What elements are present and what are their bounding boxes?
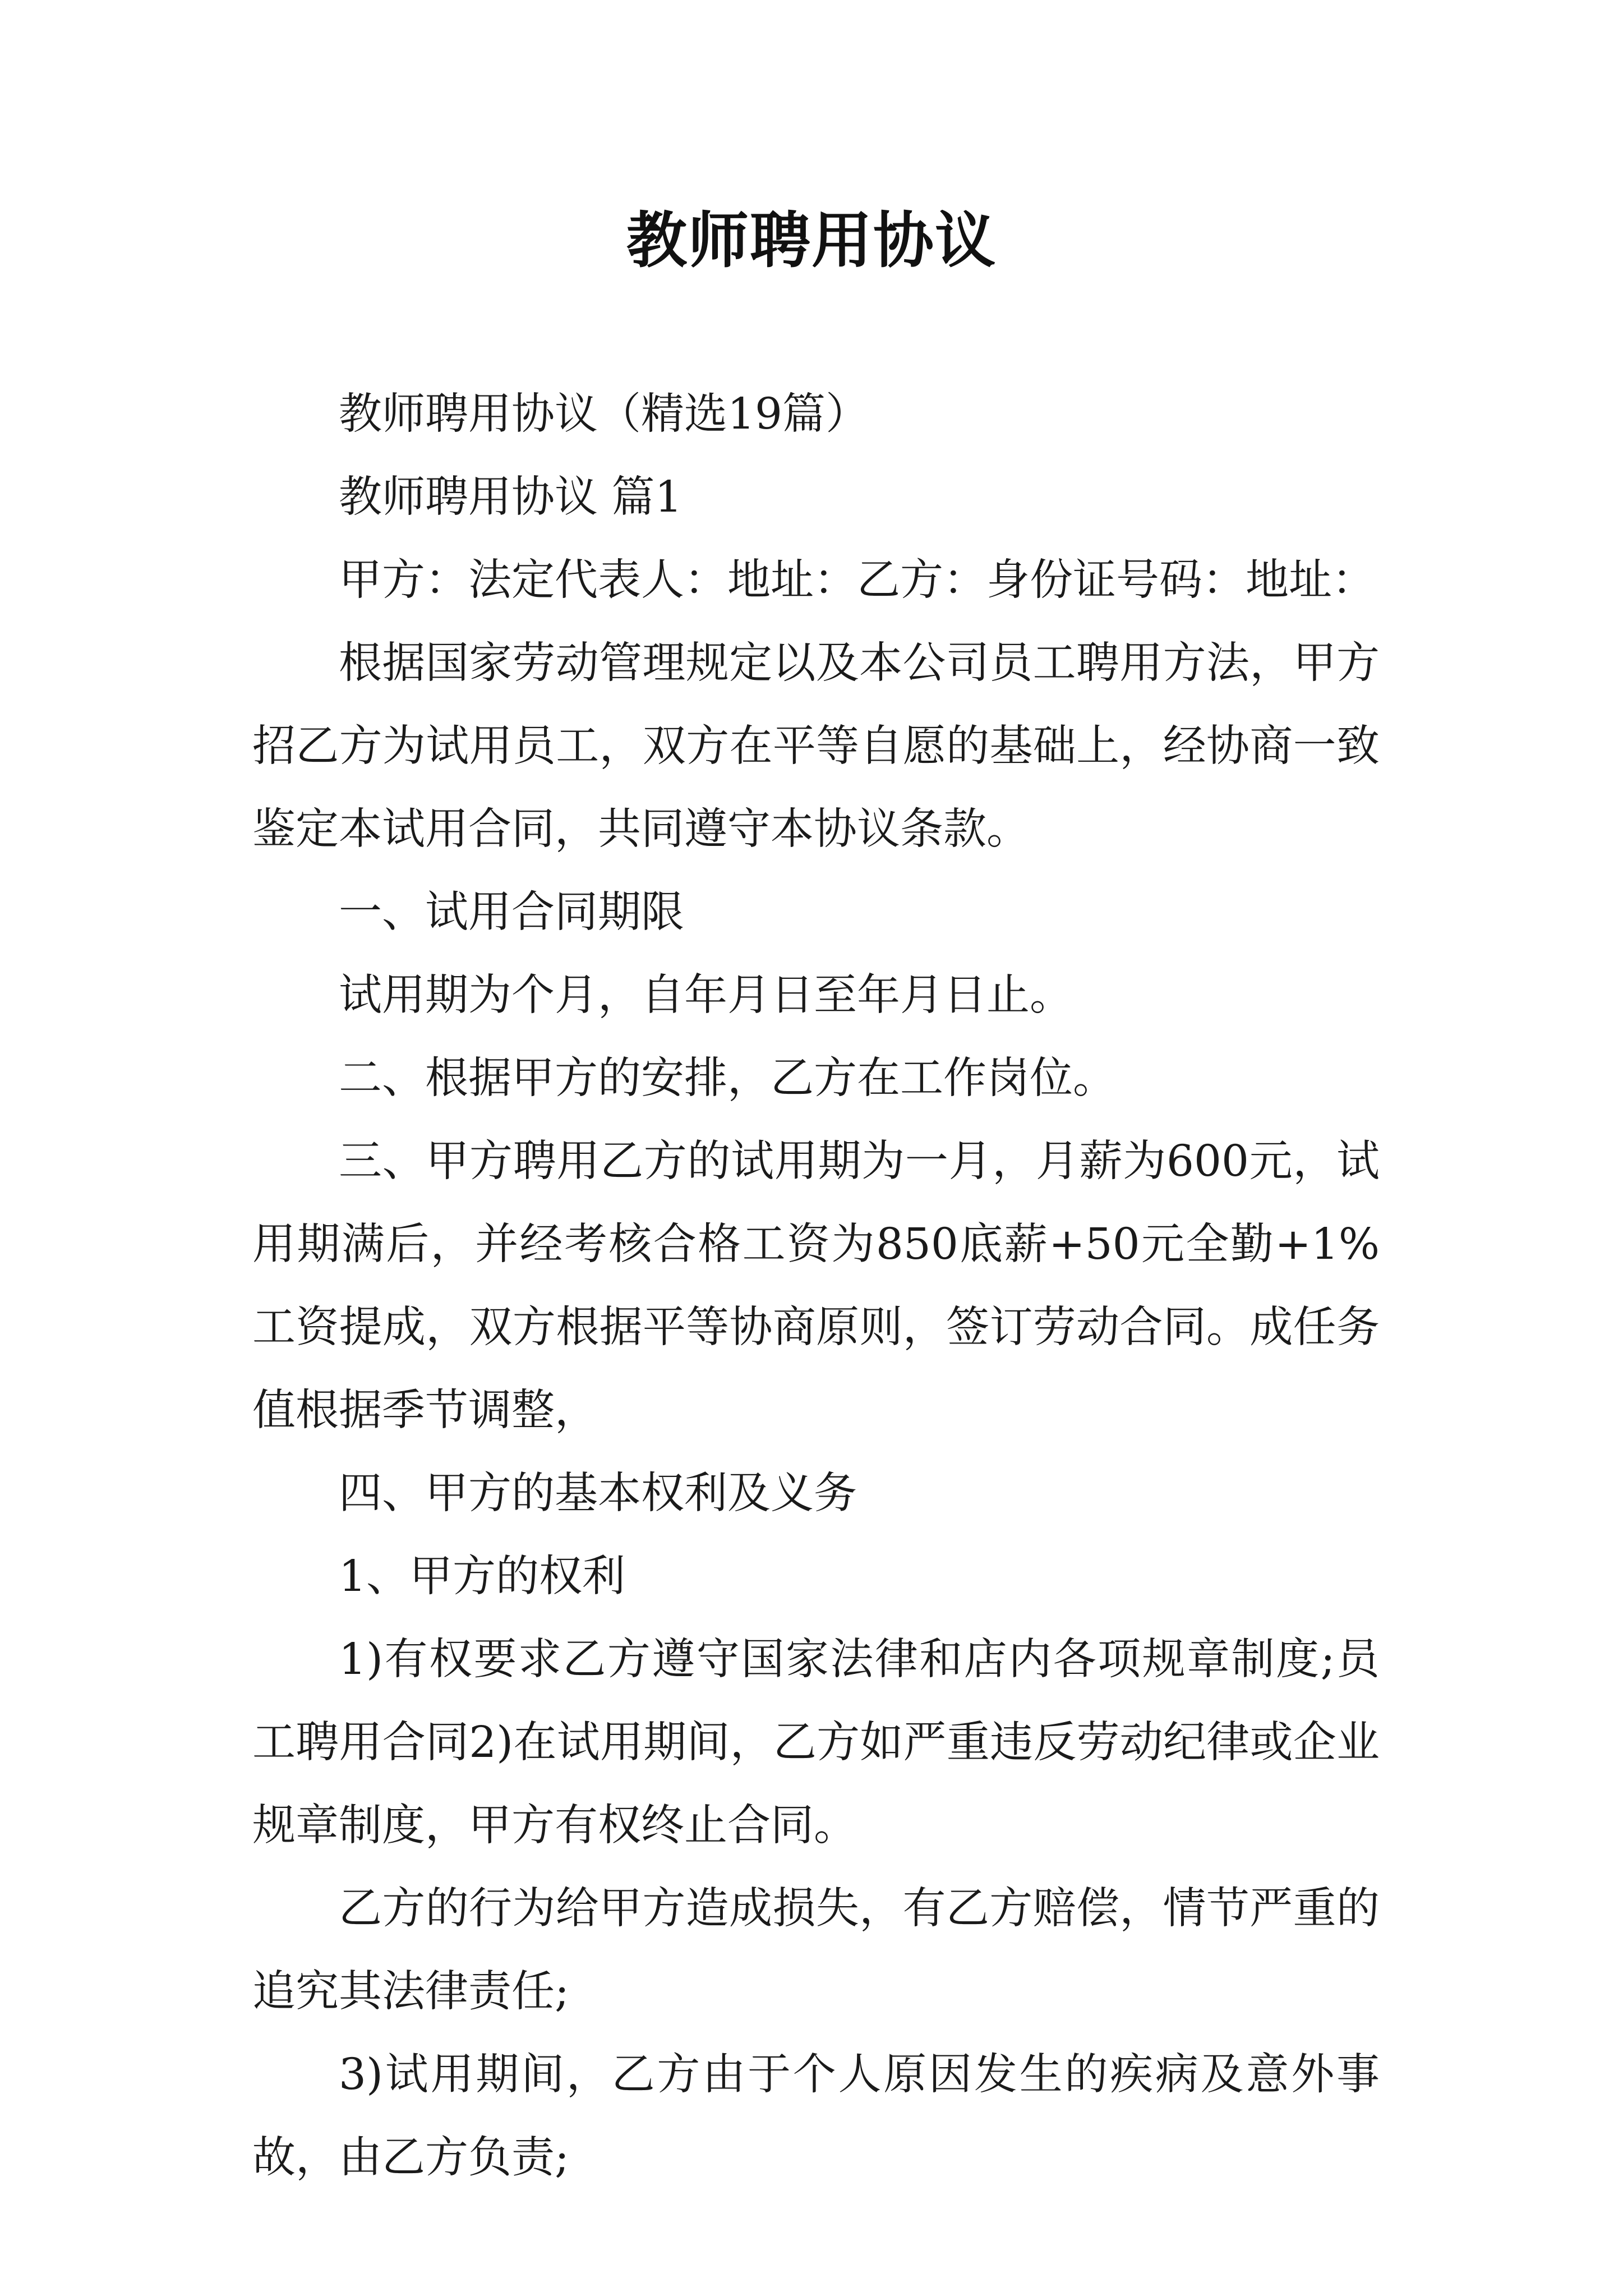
document-title: 教师聘用协议 xyxy=(626,206,997,276)
paragraph-subtitle: 教师聘用协议（精选19篇） xyxy=(339,389,869,439)
paragraph-clause-1-heading: 一、试用合同期限 xyxy=(339,887,684,937)
paragraph-compensation: 乙方的行为给甲方造成损失，有乙方赔偿，情节严重的追究其法律责任; xyxy=(252,1884,1380,2017)
paragraph-clause-4-heading: 四、甲方的基本权利及义务 xyxy=(339,1469,857,1519)
document-body xyxy=(252,373,1380,2200)
paragraph-parties: 甲方：法定代表人：地址：乙方：身份证号码：地址： xyxy=(339,555,1375,605)
paragraph-party-a-rights-heading: 1、甲方的权利 xyxy=(339,1552,625,1602)
paragraph-probation-period: 试用期为个月，自年月日至年月日止。 xyxy=(339,970,1073,1020)
paragraph-section-heading: 教师聘用协议 篇1 xyxy=(339,472,683,522)
paragraph-right-3: 3)试用期间，乙方由于个人原因发生的疾病及意外事故，由乙方负责; xyxy=(252,2050,1380,2183)
paragraph-preamble: 根据国家劳动管理规定以及本公司员工聘用方法，甲方招乙方为试用员工，双方在平等自愿的基础上，经协商一致鉴定本试用合同，共同遵守本协议条款。 xyxy=(252,638,1380,854)
paragraph-clause-2: 二、根据甲方的安排，乙方在工作岗位。 xyxy=(339,1053,1116,1103)
paragraph-clause-3: 三、甲方聘用乙方的试用期为一月，月薪为600元，试用期满后，并经考核合格工资为850底薪+50元全勤+1%工资提成，双方根据平等协商原则，签订劳动合同。成任务值根据季节调整， xyxy=(252,1137,1380,1435)
paragraph-right-1-2: 1)有权要求乙方遵守国家法律和店内各项规章制度;员工聘用合同2)在试用期间，乙方如严重违反劳动纪律或企业规章制度，甲方有权终止合同。 xyxy=(252,1635,1380,1851)
